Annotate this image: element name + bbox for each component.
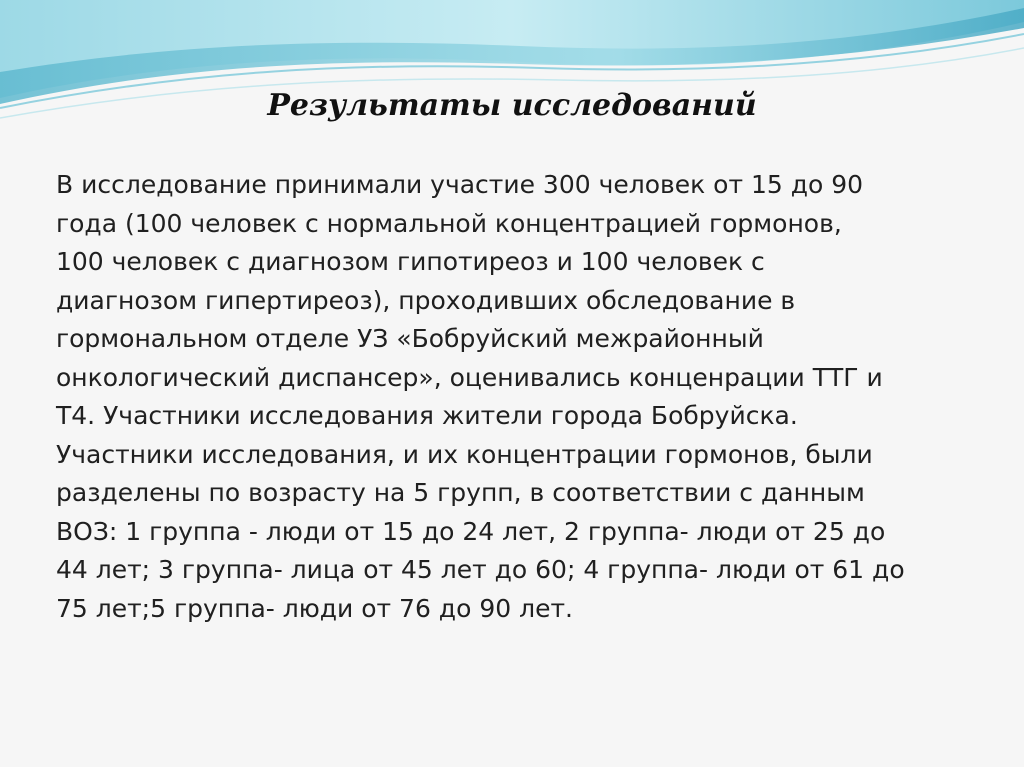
slide-title: Результаты исследований: [267, 88, 757, 123]
body-line: года (100 человек с нормальной концентрацией гормонов,: [56, 208, 842, 238]
body-line: гормональном отделе УЗ «Бобруйский межрайонный: [56, 324, 764, 353]
body-line: 75 лет;5 группа- люди от 76 до 90 лет.: [56, 593, 573, 623]
body-line: ВОЗ: 1 группа - люди от 15 до 24 лет, 2 группа- люди от 25 до: [56, 516, 886, 546]
body-line: диагнозом гипертиреоз), проходивших обследование в: [56, 285, 796, 315]
body-line: 44 лет; 3 группа- лица от 45 лет до 60; 4 группа- люди от 61 до: [56, 555, 905, 584]
body-line: разделены по возрасту на 5 групп, в соответствии с данным: [56, 478, 865, 507]
body-line: 100 человек с диагнозом гипотиреоз и 100 человек с: [56, 247, 765, 276]
body-line: Т4. Участники исследования жители города Бобруйска.: [56, 401, 798, 430]
body-line: Участники исследования, и их концентрации гормонов, были: [56, 439, 873, 469]
body-paragraph: [56, 166, 980, 628]
body-line: онкологический диспансер», оценивались конценрации ТТГ и: [56, 362, 883, 392]
body-line: В исследование принимали участие 300 человек от 15 до 90: [56, 170, 864, 199]
